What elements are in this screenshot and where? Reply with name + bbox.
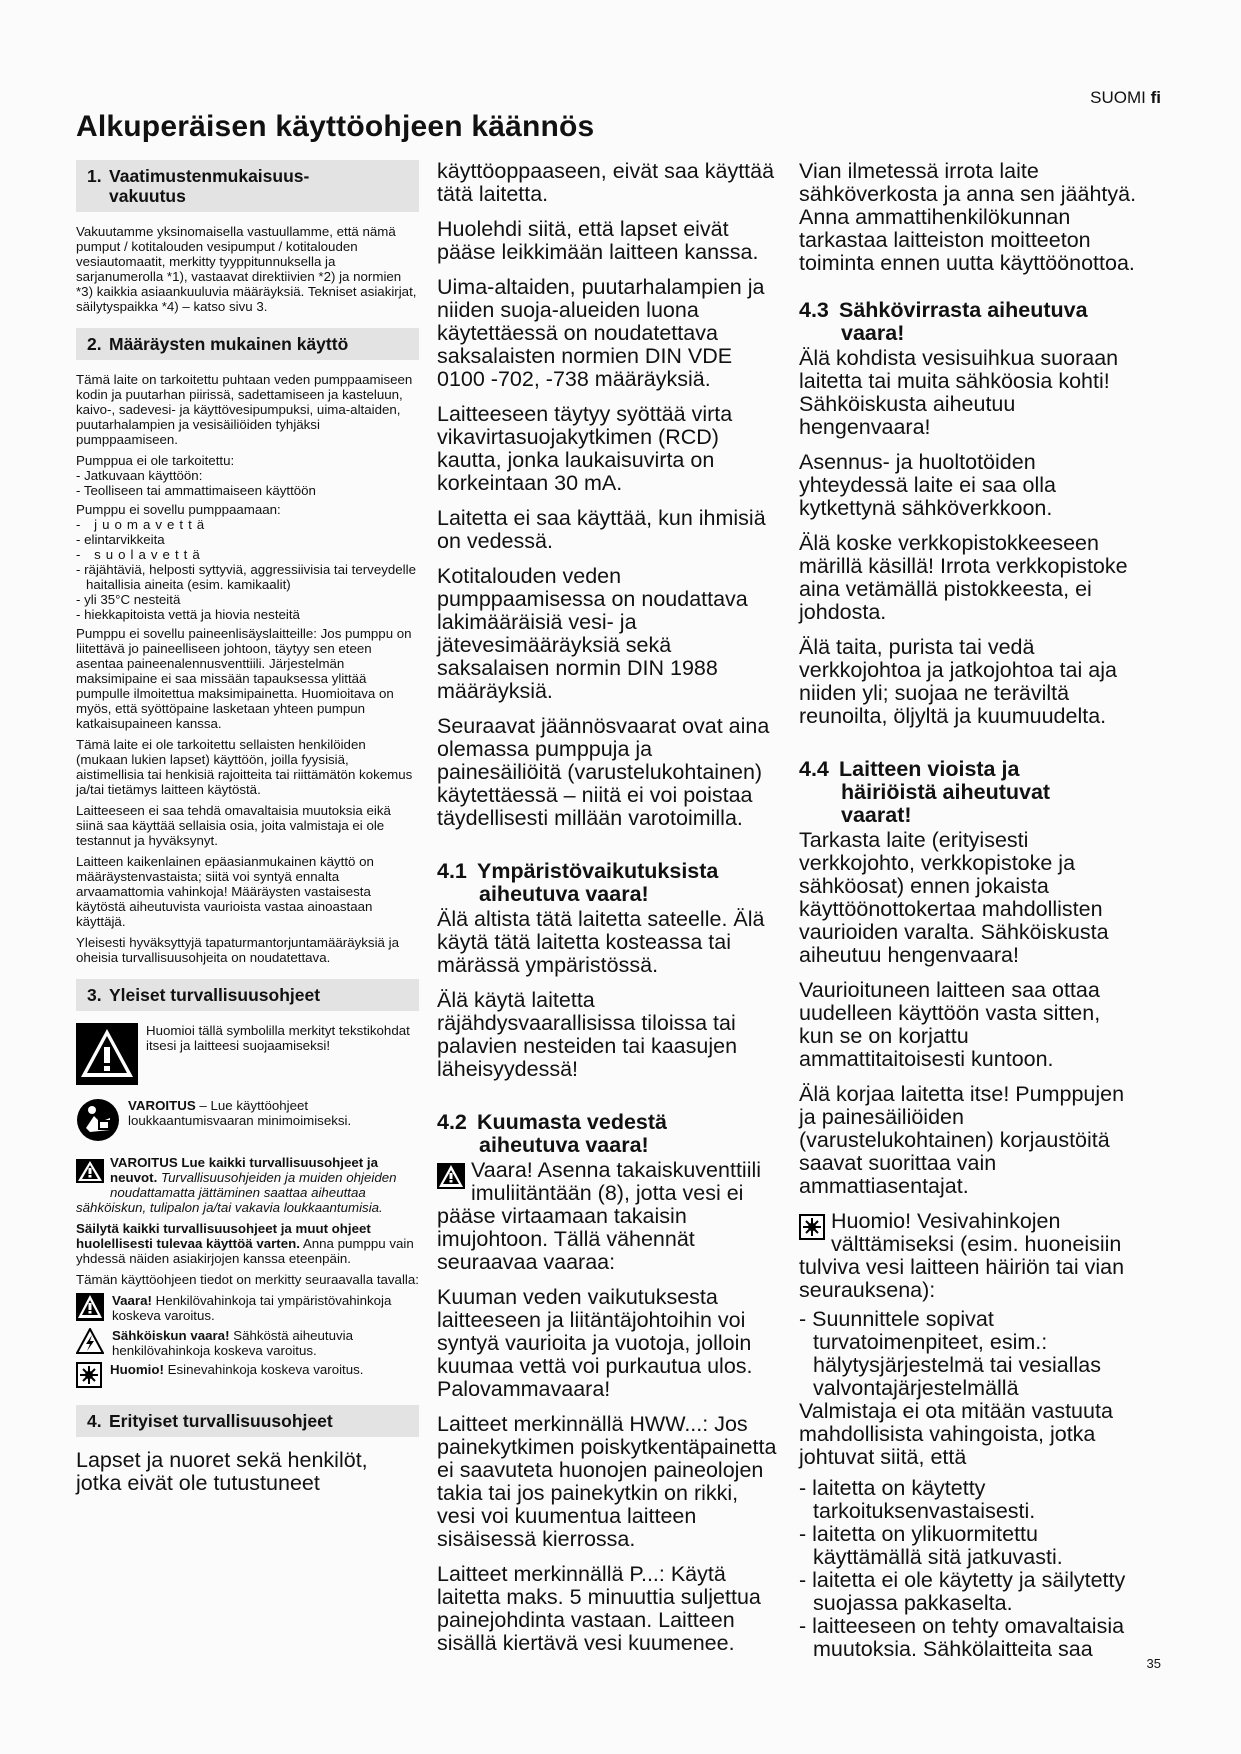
subsection-title: Sähkövirrasta aiheutuva (839, 298, 1088, 322)
paragraph: Laitteet merkinnällä HWW...: Jos painekytkimen poiskytkentäpainetta ei saavuteta huonojen paineolojen takia tai jos painekytkin on rikki, vesi voi kuumentua laitteen sisäisessä kierrossa. (437, 1412, 777, 1551)
page-number: 35 (1146, 1656, 1161, 1671)
sahko-label: Sähköiskun vaara! (112, 1328, 230, 1343)
persons-text: Tämä laite ei ole tarkoitettu sellaisten henkilöiden (mukaan lukien lapset) käyttöön, joilla fyysisiä, aistimellisia tai henkisiä rajoitteita tai riittämätön kokemus ja/tai tietämys laitteen käytöstä. (76, 737, 413, 797)
paragraph: Älä taita, purista tai vedä verkkojohtoa ja jatkojohtoa tai aja niiden yli; suojaa ne teräviltä reunoilta, öljyltä ja kuumuudelta. (799, 635, 1117, 728)
save-bold: Säilytä kaikki turvallisuusohjeet ja muut ohjeet huolellisesti tulevaa käyttöä varten. (76, 1221, 371, 1251)
symbol-explanation: Huomioi tällä symbolilla merkityt tekstikohdat itsesi ja laitteesi suojaamiseksi! (146, 1023, 410, 1053)
paragraph: Laitteet merkinnällä P...: Käytä laitetta maks. 5 minuuttia suljettua painejohdinta vastaan. Laitteen sisällä kiertävä vesi kuumenee. (437, 1562, 761, 1655)
section-number: 3. (87, 985, 102, 1005)
subsection-4-4-heading (799, 758, 1139, 827)
list-item: - hiekkapitoista vettä ja hiovia nesteitä (76, 607, 300, 622)
paragraph: Kuuman veden vaikutuksesta laitteeseen ja liitäntäjohtoihin voi syntyä vaurioita ja vuotoja, jolloin kuumaa vettä voi purkautua ulos. Palovammavaara! (437, 1285, 753, 1401)
shock-row (76, 1328, 419, 1358)
list-item: - laitetta on käytetty tarkoituksenvastaisesti. (799, 1476, 1036, 1523)
subsection-4-3-heading (799, 299, 1139, 345)
paragraph: Vian ilmetessä irrota laite sähköverkosta ja anna sen jäähtyä. Anna ammattihenkilökunnan tarkastaa laitteiston moitteeton toiminta ennen uutta käyttöönottoa. (799, 159, 1137, 275)
warning-triangle-icon (76, 1159, 104, 1186)
varoitus2-text: Turvallisuusohjeiden ja muiden ohjeiden noudattamatta jättäminen saattaa aiheuttaa sähköiskun, tulipalon ja/tai vakavia loukkaantumisia. (76, 1170, 397, 1215)
paragraph: Älä koske verkkopistokkeeseen märillä käsillä! Irrota verkkopistoke aina vetämällä pistokkeesta, ei johdosta. (799, 531, 1128, 624)
save-instructions (76, 1221, 419, 1266)
list-item: - laitetta on ylikuormitettu käyttämällä sitä jatkuvasti. (799, 1522, 1063, 1569)
danger-text: Vaara! Asenna takaiskuventtiili imuliitäntään (8), jotta vesi ei pääse virtaamaan takaisin imujohtoon. Tällä vähennät seuraavaa vaaraa: (437, 1158, 762, 1274)
list-heading: Pumppu ei sovellu pumppaamaan: (76, 502, 281, 517)
warning-symbol-row (76, 1023, 419, 1090)
paragraph: Valmistaja ei ota mitään vastuuta mahdollisista vahingoista, jotka johtuvat siitä, että (799, 1399, 1113, 1469)
subsection-4-2-heading (437, 1111, 777, 1157)
electric-shock-icon (76, 1328, 104, 1357)
huomio-text: Esinevahinkoja koskeva varoitus. (163, 1362, 364, 1377)
paragraph: käyttöoppaaseen, eivät saa käyttää tätä laitetta. (437, 159, 775, 206)
not-intended-list (76, 453, 419, 498)
read-all-warning (76, 1155, 419, 1215)
section-number: 2. (87, 334, 102, 354)
language-code: fi (1150, 88, 1161, 107)
conformity-text: Vakuutamme yksinomaisella vastuullamme, että nämä pumput / kotitalouden vesipumput / kotitalouden vesiautomaatit, merkitty tyyppitunnuksella ja sarjanumerolla *1), vastaavat direktiivien *2) ja normien *3) kaikkia asiaankuuluvia määräyksiä. Tekniset asiakirjat, säilytyspaikka *4) – katso sivu 3. (76, 224, 417, 314)
page-title: Alkuperäisen käyttöohjeen käännös (76, 110, 595, 143)
subsection-title: Laitteen vioista ja (839, 757, 1020, 781)
section-title: Erityiset turvallisuusohjeet (109, 1411, 333, 1431)
section-title: Vaatimustenmukaisuus- (109, 166, 310, 186)
section-title: Määräysten mukainen käyttö (109, 334, 349, 354)
language-name: SUOMI (1090, 88, 1146, 107)
warning-triangle-icon (437, 1163, 465, 1194)
save-text: Anna pumppu vain yhdessä näiden asiakirjojen kanssa eteenpäin. (76, 1236, 414, 1266)
safety-measures-list (799, 1308, 1139, 1400)
list-item: - räjähtäviä, helposti syttyviä, aggressiivisia tai terveydelle haitallisia aineita (esim. kamikaalit) (76, 562, 416, 592)
subsection-title: Kuumasta vedestä (477, 1110, 667, 1134)
subsection-title-cont: vaarat! (841, 803, 912, 827)
list-item: - elintarvikkeita (76, 532, 165, 547)
section-number: 4. (87, 1411, 102, 1431)
special-safety-text: Lapset ja nuoret sekä henkilöt, jotka eivät ole tutustuneet (76, 1448, 368, 1495)
vaara-label: Vaara! (112, 1293, 152, 1308)
section-2-heading (76, 328, 419, 360)
subsection-title-cont: aiheutuva vaara! (479, 882, 649, 906)
list-item: - suolavettä (76, 547, 205, 562)
subsection-number: 4.2 (437, 1110, 467, 1134)
pressure-text: Pumppu ei sovellu paineenlisäyslaitteille: Jos pumppu on liitettävä jo paineelliseen johtoon, täytyy sen eteen asentaa paineenalennusventtiili. Järjestelmän maksimipaine ei saa missään tapauksessa ylittää pumpulle ilmoitettua maksimipainetta. Huomioitava on myös, että syöttöpaine lasketaan yhteen pumpun katkaisupaineen kanssa. (76, 626, 412, 731)
varoitus-label: VAROITUS (128, 1098, 196, 1113)
misuse-text: Laitteen kaikenlainen epäasianmukainen käyttö on määräystenvastaista; siitä voi syntyä ennalta arvaamattomia vahinkoja! Määräysten vastaisesta käytöstä aiheutuvista vaurioista vastaa ainoastaan käyttäjä. (76, 854, 374, 929)
paragraph: Asennus- ja huoltotöiden yhteydessä laite ei saa olla kytkettynä sähköverkkoon. (799, 450, 1056, 520)
paragraph: Laitetta ei saa käyttää, kun ihmisiä on vedessä. (437, 506, 766, 553)
subsection-title: Ympäristövaikutuksista (477, 859, 719, 883)
paragraph: Kotitalouden veden pumppaamisessa on noudattava lakimääräisiä vesi- ja jätevesimääräyksiä sekä saksalaisen normin DIN 1988 määräyksiä. (437, 564, 748, 703)
intended-use-text: Tämä laite on tarkoitettu puhtaan veden pumppaamiseen kodin ja puutarhan piirissä, sadettamiseen ja kasteluun, kaivo-, sadevesi- ja käyttövesipumpuksi, uima-altaiden, puutarhalampien ja vesisäiliöiden tyhjäksi pumppaamiseen. (76, 372, 413, 447)
subsection-title-cont: aiheutuva vaara! (479, 1133, 649, 1157)
paragraph: Älä käytä laitetta räjähdysvaarallisissa tiloissa tai palavien nesteiden tai kaasujen läheisyydessä! (437, 988, 738, 1081)
column-1 (76, 160, 419, 1501)
section-3-heading (76, 979, 419, 1011)
paragraph: Laitteeseen täytyy syöttää virta vikavirtasuojakytkimen (RCD) kautta, jonka laukaisuvirta on korkeintaan 30 mA. (437, 402, 733, 495)
liability-list (799, 1477, 1139, 1661)
varoitus2-label: VAROITUS Lue kaikki turvallisuusohjeet ja neuvot. (110, 1155, 378, 1185)
caution-square-icon (799, 1214, 825, 1245)
section-title-cont: vakuutus (109, 186, 186, 206)
subsection-4-1-heading (437, 860, 777, 906)
paragraph: Vaurioituneen laitteen saa ottaa uudelleen käyttöön vasta sitten, kun se on korjattu ammattitaitoisesti kuntoon. (799, 978, 1101, 1071)
read-manual-icon (76, 1098, 120, 1147)
list-heading: Pumppua ei ole tarkoitettu: (76, 453, 235, 468)
modifications-text: Laitteeseen ei saa tehdä omavaltaisia muutoksia eikä siinä saa käyttää sellaisia osia, joita valmistaja ei ole testannut ja hyväksynyt. (76, 803, 391, 848)
paragraph: Seuraavat jäännösvaarat ovat aina olemassa pumppuja ja painesäiliöitä (varustelukohtainen) käytettäessä – niitä ei voi poistaa täydellisesti millään varotoimilla. (437, 714, 770, 830)
huomio-label: Huomio! (110, 1362, 164, 1377)
list-item: - laitetta ei ole käytetty ja säilytetty suojassa pakkaselta. (799, 1568, 1126, 1615)
danger-row (76, 1293, 419, 1324)
subsection-title-cont: vaara! (841, 321, 905, 345)
list-item: - Teolliseen tai ammattimaiseen käyttöön (76, 483, 316, 498)
paragraph: Älä kohdista vesisuihkua suoraan laitetta tai muita sähköosia kohti! Sähköiskusta aiheutuu hengenvaara! (799, 346, 1119, 439)
language-label (1090, 88, 1161, 108)
sahko-text: Sähköstä aiheutuvia henkilövahinkoja koskeva varoitus. (112, 1328, 353, 1358)
column-3 (799, 160, 1139, 1661)
paragraph: Uima-altaiden, puutarhalampien ja niiden suoja-alueiden luona käytettäessä on noudatettava saksalaisten normien DIN VDE 0100 -702, -738 määräyksiä. (437, 275, 765, 391)
list-item: - juomavettä (76, 517, 210, 532)
list-item: - yli 35°C nesteitä (76, 592, 181, 607)
section-number: 1. (87, 166, 102, 186)
read-manual-row (76, 1098, 419, 1147)
danger-paragraph (437, 1159, 777, 1274)
list-item: - Jatkuvaan käyttöön: (76, 468, 203, 483)
list-item: - laitteeseen on tehty omavaltaisia muutoksia. Sähkölaitteita saa (799, 1614, 1125, 1661)
marking-intro: Tämän käyttöohjeen tiedot on merkitty seuraavalla tavalla: (76, 1272, 419, 1287)
warning-triangle-icon (76, 1023, 138, 1090)
paragraph: Huolehdi siitä, että lapset eivät pääse leikkimään laitteen kanssa. (437, 217, 759, 264)
varoitus-text: – Lue käyttöohjeet loukkaantumisvaaran minimoimiseksi. (128, 1098, 352, 1128)
caution-text: Huomio! Vesivahinkojen välttämiseksi (esim. huoneisiin tulviva vesi laitteen häiriön tai vian seurauksena): (799, 1209, 1125, 1302)
subsection-title-cont: häiriöistä aiheutuvat (841, 780, 1051, 804)
accident-rules-text: Yleisesti hyväksyttyjä tapaturmantorjuntamääräyksiä ja oheisia turvallisuusohjeita on noudatettava. (76, 935, 399, 965)
list-item: - Suunnittele sopivat turvatoimenpiteet, esim.: hälytysjärjestelmä tai vesiallas valvontajärjestelmällä (799, 1307, 1101, 1400)
vaara-text: Henkilövahinkoja tai ympäristövahinkoja koskeva varoitus. (112, 1293, 392, 1323)
column-2 (437, 160, 777, 1667)
subsection-number: 4.4 (799, 757, 829, 781)
paragraph: Älä altista tätä laitetta sateelle. Älä käytä tätä laitetta kosteassa tai märässä ympäristössä. (437, 907, 765, 977)
caution-square-icon (76, 1362, 102, 1391)
section-1-heading (76, 160, 419, 212)
paragraph: Tarkasta laite (erityisesti verkkojohto, verkkopistoke ja sähköosat) ennen jokaista käyttöönottokertaa mahdollisten vaurioiden varalta. Sähköiskusta aiheutuu hengenvaara! (799, 828, 1109, 967)
warning-triangle-icon (76, 1293, 104, 1324)
subsection-number: 4.1 (437, 859, 467, 883)
section-4-heading (76, 1405, 419, 1437)
caution-row (76, 1362, 419, 1391)
subsection-number: 4.3 (799, 298, 829, 322)
section-title: Yleiset turvallisuusohjeet (109, 985, 321, 1005)
caution-paragraph (799, 1210, 1139, 1302)
paragraph: Älä korjaa laitetta itse! Pumppujen ja painesäiliöiden (varustelukohtainen) korjaustöitä saavat suorittaa vain ammattiasentajat. (799, 1082, 1125, 1198)
not-suitable-list (76, 502, 419, 622)
